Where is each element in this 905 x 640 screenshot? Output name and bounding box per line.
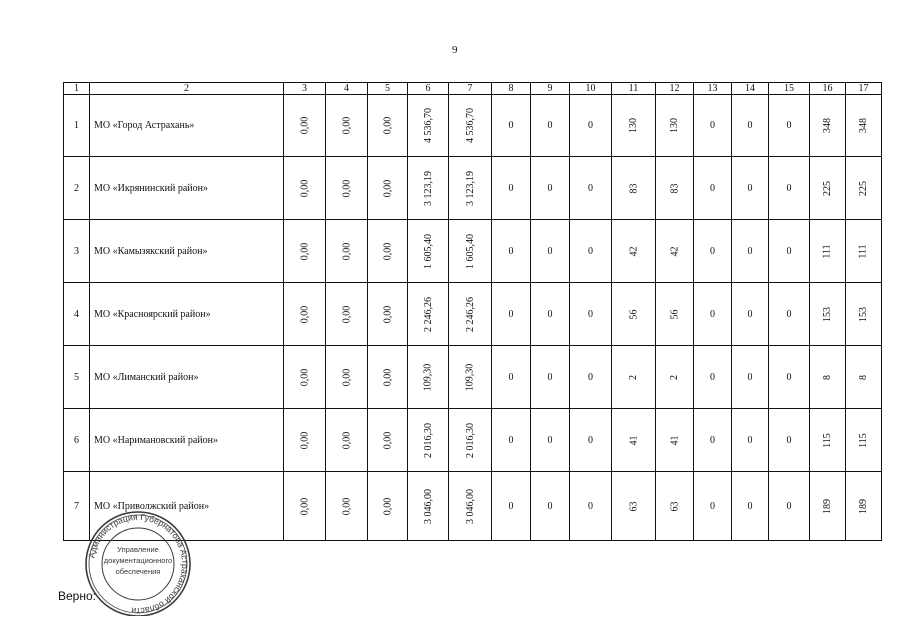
- cell-value: 0: [747, 308, 753, 320]
- value-cell-c7: [449, 346, 492, 409]
- cell-value: 153: [822, 306, 833, 322]
- value-cell-c10: [570, 346, 612, 409]
- value-cell-c6: [408, 95, 449, 157]
- value-cell-c4: [326, 346, 368, 409]
- value-cell-c8: [492, 283, 531, 346]
- cell-value: 0,00: [299, 431, 310, 449]
- cell-value: 0: [508, 182, 514, 194]
- value-cell-c17: [846, 283, 882, 346]
- cell-value: 115: [821, 432, 833, 448]
- value-cell-c14: [732, 157, 769, 220]
- cell-value: 0,00: [299, 179, 310, 197]
- value-cell-c9: [531, 472, 570, 541]
- value-cell-c8: [492, 157, 531, 220]
- cell-value: 1 605,40: [464, 233, 476, 269]
- value-cell-c7: [449, 95, 492, 157]
- value-cell-c10: [570, 95, 612, 157]
- value-cell-c5: [368, 409, 408, 472]
- value-cell-c13: [694, 283, 732, 346]
- table-row: [64, 346, 882, 409]
- cell-value: 109,30: [464, 363, 476, 391]
- cell-value: 0: [710, 308, 715, 320]
- value-cell-c5: [368, 95, 408, 157]
- cell-value: 0,00: [299, 497, 310, 515]
- cell-value: 0,00: [341, 305, 352, 323]
- value-cell-c17: [846, 346, 882, 409]
- cell-value: 0: [547, 182, 553, 194]
- value-cell-c9: [531, 157, 570, 220]
- municipality-name-cell: МО «Город Астрахань»: [90, 95, 284, 157]
- cell-value: 0: [588, 371, 593, 383]
- cell-value: 3 123,19: [422, 170, 434, 206]
- table-row: [64, 157, 882, 220]
- cell-value: 0: [710, 120, 715, 131]
- cell-value: 2: [628, 374, 639, 380]
- value-cell-c8: [492, 220, 531, 283]
- value-cell-c15: [769, 346, 810, 409]
- table-body: [64, 95, 882, 541]
- value-cell-c11: [612, 409, 656, 472]
- value-cell-c14: [732, 409, 769, 472]
- cell-value: 41: [628, 435, 639, 445]
- municipality-name-cell: МО «Лиманский район»: [90, 346, 284, 409]
- cell-value: 130: [669, 118, 680, 133]
- stamp-ring-text: Администрация Губернатора Астраханской области: [86, 511, 191, 616]
- value-cell-c6: [408, 346, 449, 409]
- table-row: [64, 95, 882, 157]
- value-cell-c12: [656, 283, 694, 346]
- cell-value: 0: [588, 308, 593, 320]
- cell-value: 0: [588, 434, 593, 446]
- column-header: 9: [531, 83, 570, 95]
- cell-value: 0: [710, 245, 715, 257]
- cell-value: 348: [822, 118, 833, 133]
- cell-value: 0,00: [299, 368, 310, 386]
- official-stamp: [78, 508, 198, 616]
- cell-value: 0,00: [382, 368, 393, 386]
- value-cell-c16: [810, 409, 846, 472]
- cell-value: 0: [508, 500, 514, 512]
- page-number: 9: [452, 44, 458, 56]
- value-cell-c14: [732, 220, 769, 283]
- cell-value: 42: [628, 246, 639, 256]
- column-header: 13: [694, 83, 732, 95]
- value-cell-c11: [612, 346, 656, 409]
- cell-value: 3 123,19: [464, 170, 476, 206]
- cell-value: 83: [669, 183, 680, 193]
- cell-value: 0,00: [299, 305, 310, 323]
- cell-value: 0,00: [299, 242, 310, 260]
- cell-value: 4 536,70: [422, 108, 434, 143]
- value-cell-c16: [810, 346, 846, 409]
- value-cell-c6: [408, 472, 449, 541]
- value-cell-c9: [531, 346, 570, 409]
- cell-value: 0: [786, 308, 792, 320]
- value-cell-c14: [732, 95, 769, 157]
- cell-value: 0,00: [341, 242, 352, 260]
- cell-value: 3 046,00: [422, 488, 434, 524]
- value-cell-c15: [769, 409, 810, 472]
- cell-value: 153: [858, 306, 869, 322]
- cell-value: 0,00: [382, 305, 393, 323]
- table-row: [64, 409, 882, 472]
- cell-value: 0: [710, 371, 715, 383]
- cell-value: 0,00: [382, 497, 393, 515]
- column-header: 12: [656, 83, 694, 95]
- cell-value: 0,00: [341, 497, 352, 515]
- municipality-name-cell: МО «Наримановский район»: [90, 409, 284, 472]
- value-cell-c17: [846, 95, 882, 157]
- cell-value: 0: [547, 308, 553, 320]
- municipality-name-cell: МО «Икрянинский район»: [90, 157, 284, 220]
- value-cell-c8: [492, 472, 531, 541]
- value-cell-c13: [694, 409, 732, 472]
- cell-value: 4 536,70: [464, 108, 476, 143]
- cell-value: 111: [857, 243, 869, 259]
- stamp-line-1: Управление: [117, 545, 159, 554]
- cell-value: 0: [747, 182, 753, 194]
- cell-value: 0: [547, 434, 553, 446]
- value-cell-c4: [326, 220, 368, 283]
- cell-value: 0: [747, 120, 753, 131]
- cell-value: 56: [669, 309, 680, 319]
- cell-value: 0: [747, 500, 753, 512]
- cell-value: 0: [710, 434, 715, 446]
- cell-value: 0,00: [299, 116, 310, 135]
- cell-value: 0,00: [382, 431, 393, 449]
- cell-value: 0,00: [382, 116, 393, 135]
- value-cell-c4: [326, 472, 368, 541]
- value-cell-c6: [408, 157, 449, 220]
- cell-value: 0: [747, 371, 753, 383]
- row-number-cell: 3: [64, 220, 90, 283]
- cell-value: 0,00: [382, 179, 393, 197]
- cell-value: 0: [747, 434, 753, 446]
- row-number-cell: 5: [64, 346, 90, 409]
- value-cell-c8: [492, 409, 531, 472]
- value-cell-c3: [284, 283, 326, 346]
- column-header: 4: [326, 83, 368, 95]
- value-cell-c15: [769, 283, 810, 346]
- cell-value: 0: [508, 120, 514, 131]
- row-number-cell: 1: [64, 95, 90, 157]
- value-cell-c16: [810, 220, 846, 283]
- value-cell-c3: [284, 220, 326, 283]
- header-row: [64, 83, 882, 95]
- value-cell-c15: [769, 220, 810, 283]
- value-cell-c15: [769, 95, 810, 157]
- cell-value: 63: [669, 501, 680, 511]
- value-cell-c11: [612, 472, 656, 541]
- value-cell-c6: [408, 409, 449, 472]
- column-header: 2: [90, 83, 284, 95]
- value-cell-c4: [326, 95, 368, 157]
- cell-value: 0: [786, 120, 792, 131]
- value-cell-c10: [570, 472, 612, 541]
- cell-value: 0: [588, 182, 593, 194]
- value-cell-c6: [408, 220, 449, 283]
- value-cell-c7: [449, 283, 492, 346]
- cell-value: 0: [588, 500, 593, 512]
- cell-value: 0,00: [341, 368, 352, 386]
- value-cell-c10: [570, 157, 612, 220]
- cell-value: 0: [547, 500, 553, 512]
- value-cell-c7: [449, 220, 492, 283]
- cell-value: 0,00: [382, 242, 393, 260]
- value-cell-c13: [694, 157, 732, 220]
- table-row: [64, 283, 882, 346]
- value-cell-c9: [531, 95, 570, 157]
- value-cell-c7: [449, 409, 492, 472]
- cell-value: 189: [858, 498, 869, 514]
- cell-value: 0: [710, 182, 715, 194]
- cell-value: 0: [508, 245, 514, 257]
- value-cell-c10: [570, 409, 612, 472]
- cell-value: 0: [786, 371, 792, 383]
- cell-value: 0,00: [341, 179, 352, 197]
- cell-value: 0: [547, 120, 553, 131]
- cell-value: 0: [786, 245, 792, 257]
- value-cell-c3: [284, 409, 326, 472]
- column-header: 10: [570, 83, 612, 95]
- value-cell-c17: [846, 157, 882, 220]
- cell-value: 111: [821, 243, 833, 259]
- value-cell-c14: [732, 283, 769, 346]
- column-header: 16: [810, 83, 846, 95]
- cell-value: 0: [508, 434, 514, 446]
- value-cell-c3: [284, 95, 326, 157]
- row-number-cell: 4: [64, 283, 90, 346]
- value-cell-c3: [284, 346, 326, 409]
- value-cell-c3: [284, 472, 326, 541]
- value-cell-c12: [656, 472, 694, 541]
- value-cell-c16: [810, 157, 846, 220]
- cell-value: 0: [786, 182, 792, 194]
- value-cell-c17: [846, 220, 882, 283]
- cell-value: 42: [669, 246, 680, 256]
- column-header: 11: [612, 83, 656, 95]
- value-cell-c7: [449, 472, 492, 541]
- value-cell-c16: [810, 95, 846, 157]
- column-header: 6: [408, 83, 449, 95]
- municipality-name-cell: МО «Приволжский район»: [90, 472, 284, 541]
- cell-value: 225: [858, 180, 869, 196]
- value-cell-c8: [492, 95, 531, 157]
- row-number-cell: 7: [64, 472, 90, 541]
- cell-value: 8: [858, 374, 869, 380]
- cell-value: 0,00: [341, 431, 352, 449]
- value-cell-c13: [694, 95, 732, 157]
- stamp-line-3: обеспечения: [115, 567, 161, 576]
- stamp-line-2: документационного: [103, 556, 173, 565]
- value-cell-c13: [694, 346, 732, 409]
- value-cell-c12: [656, 220, 694, 283]
- value-cell-c8: [492, 346, 531, 409]
- value-cell-c3: [284, 157, 326, 220]
- value-cell-c5: [368, 346, 408, 409]
- value-cell-c11: [612, 157, 656, 220]
- value-cell-c15: [769, 472, 810, 541]
- column-header: 3: [284, 83, 326, 95]
- column-header: 1: [64, 83, 90, 95]
- cell-value: 2 246,26: [464, 296, 476, 332]
- data-table: [63, 82, 882, 541]
- cell-value: 0: [547, 371, 553, 383]
- cell-value: 63: [628, 501, 639, 511]
- cell-value: 130: [628, 118, 639, 133]
- value-cell-c10: [570, 220, 612, 283]
- column-header: 7: [449, 83, 492, 95]
- value-cell-c17: [846, 472, 882, 541]
- cell-value: 0: [588, 120, 593, 131]
- value-cell-c9: [531, 409, 570, 472]
- cell-value: 56: [628, 309, 639, 319]
- cell-value: 0: [508, 308, 514, 320]
- value-cell-c11: [612, 95, 656, 157]
- cell-value: 109,30: [422, 363, 434, 391]
- verno-label: Верно:: [58, 589, 96, 603]
- value-cell-c14: [732, 346, 769, 409]
- value-cell-c7: [449, 157, 492, 220]
- cell-value: 0: [508, 371, 514, 383]
- column-header: 17: [846, 83, 882, 95]
- value-cell-c13: [694, 472, 732, 541]
- cell-value: 115: [857, 432, 869, 448]
- cell-value: 0: [786, 434, 792, 446]
- table-row: [64, 220, 882, 283]
- value-cell-c11: [612, 283, 656, 346]
- value-cell-c12: [656, 157, 694, 220]
- column-header: 15: [769, 83, 810, 95]
- cell-value: 348: [858, 118, 869, 133]
- value-cell-c14: [732, 472, 769, 541]
- cell-value: 0: [786, 500, 792, 512]
- cell-value: 2 246,26: [422, 296, 434, 332]
- cell-value: 225: [822, 180, 833, 196]
- value-cell-c4: [326, 283, 368, 346]
- cell-value: 1 605,40: [422, 233, 434, 269]
- value-cell-c12: [656, 409, 694, 472]
- value-cell-c15: [769, 157, 810, 220]
- value-cell-c17: [846, 409, 882, 472]
- row-number-cell: 6: [64, 409, 90, 472]
- cell-value: 189: [822, 498, 833, 514]
- cell-value: 0: [747, 245, 753, 257]
- cell-value: 8: [822, 374, 833, 380]
- value-cell-c10: [570, 283, 612, 346]
- value-cell-c5: [368, 157, 408, 220]
- municipality-name-cell: МО «Камызякский район»: [90, 220, 284, 283]
- column-header: 8: [492, 83, 531, 95]
- cell-value: 0: [547, 245, 553, 257]
- value-cell-c9: [531, 220, 570, 283]
- value-cell-c13: [694, 220, 732, 283]
- value-cell-c11: [612, 220, 656, 283]
- column-header: 5: [368, 83, 408, 95]
- cell-value: 83: [628, 183, 639, 193]
- value-cell-c4: [326, 157, 368, 220]
- cell-value: 0: [588, 245, 593, 257]
- value-cell-c12: [656, 346, 694, 409]
- value-cell-c5: [368, 283, 408, 346]
- value-cell-c5: [368, 472, 408, 541]
- cell-value: 2: [669, 374, 680, 380]
- cell-value: 2 016,30: [422, 422, 434, 458]
- cell-value: 0: [710, 500, 715, 512]
- municipality-name-cell: МО «Красноярский район»: [90, 283, 284, 346]
- row-number-cell: 2: [64, 157, 90, 220]
- value-cell-c6: [408, 283, 449, 346]
- value-cell-c4: [326, 409, 368, 472]
- value-cell-c9: [531, 283, 570, 346]
- cell-value: 2 016,30: [464, 422, 476, 458]
- cell-value: 41: [669, 435, 680, 445]
- cell-value: 0,00: [341, 116, 352, 135]
- value-cell-c12: [656, 95, 694, 157]
- value-cell-c16: [810, 283, 846, 346]
- column-header: 14: [732, 83, 769, 95]
- cell-value: 3 046,00: [464, 488, 476, 524]
- value-cell-c16: [810, 472, 846, 541]
- value-cell-c5: [368, 220, 408, 283]
